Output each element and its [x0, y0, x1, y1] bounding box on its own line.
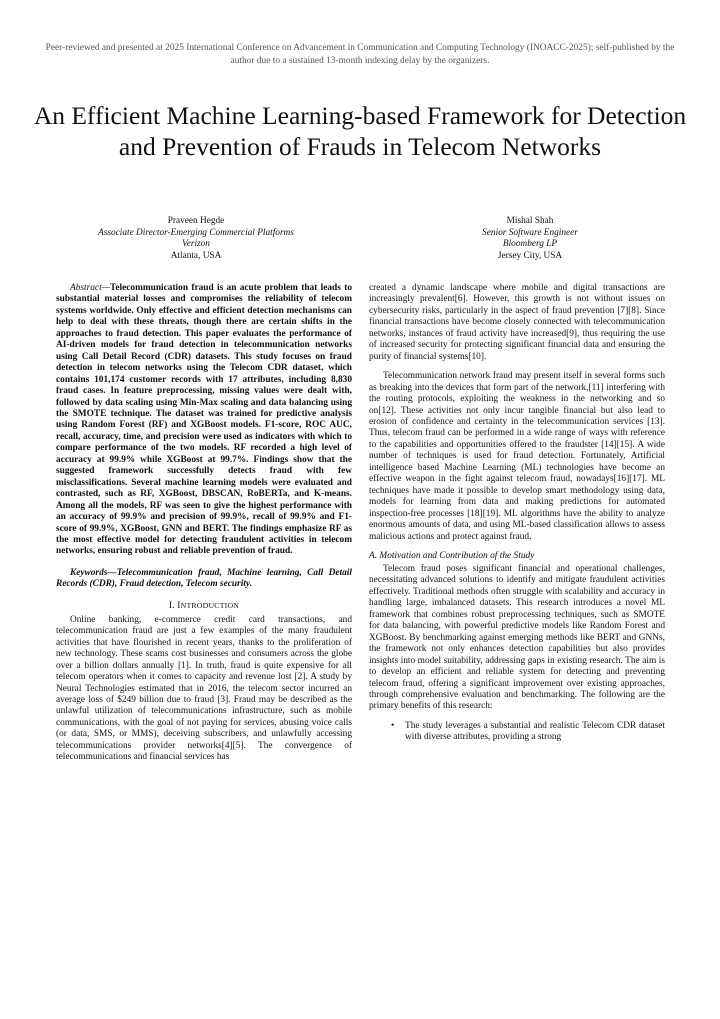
keywords: Keywords—Telecommunication fraud, Machine learning, Call Detail Records (CDR), Fraud detection, Telecom security. — [56, 567, 352, 590]
author-org: Bloomberg LP — [502, 239, 558, 250]
author-name: Praveen Hegde — [167, 216, 225, 226]
author-location: Jersey City, USA — [497, 250, 563, 261]
left-column — [56, 283, 352, 764]
right-column — [369, 283, 665, 744]
abstract-text: Telecommunication fraud is an acute problem that leads to substantial material losses and compromises the reliability of telecom systems worldwide. Only effective and efficient detection mechanisms can help to deal with these threats, though there are certain shifts in the approaches to fraud detection. This paper evaluates the performance of AI-driven models for fraud detection in telecommunication networks using Call Detail Record (CDR) datasets. This study focuses on fraud detection in telecom networks using the Telecom CDR dataset, which contains 101,174 customer records with 17 attributes, including 8,830 fraud cases. In feature preprocessing, missing values were dealt with, followed by data scaling using Min-Max scaling and data balancing using the SMOTE technique. The dataset was trained for predictive analysis using Random Forest (RF) and XGBoost models. F1-score, ROC AUC, recall, accuracy, time, and precision were used as indicators with which to compare performance of the two models. RF recorded a high level of accuracy at 99.9% while XGBoost at 99.7%. Findings show that the suggested framework successfully detects fraud with few misclassifications. Several machine learning models were evaluated and contrasted, such as RF, XGBoost, DBSCAN, RoBERTa, and K-means. Among all the models, RF was seen to give the highest performance with an accuracy of 99.9% and precision of 99.9%, recall of 99.9% and F1-score of 99.9%, XGBoost, GNN and BERT. The findings emphasize RF as the most effective model for detecting fraudulent activities in telecom networks, ensuring robust and reliable prevention of fraud. — [56, 283, 352, 557]
publication-notice: Peer-reviewed and presented at 2025 International Conference on Advancement in Communication and Computing Technology (INOACC-2025); self-published by the author due to a sustained 13-month indexing delay by the organizers. — [45, 43, 675, 66]
author-org: Verizon — [182, 239, 210, 250]
body-paragraph-1: created a dynamic landscape where mobile and digital transactions are increasingly prevalent[6]. However, this growth is not without issues on cybersecurity risks, particularly in the aspect of fraud prevention [7][8]. Since financial transactions have become closely connected with telecommunication networks, instances of fraud activity have increased[9], thus requiring the use of increased security for protecting significant financial data and ensuring the purity of financial systems[10]. — [369, 283, 665, 362]
section-rest: NTRODUCTION — [180, 600, 240, 610]
subsection-heading: A. Motivation and Contribution of the Study — [369, 550, 535, 561]
list-item-text: The study leverages a substantial and realistic Telecom CDR dataset with diverse attributes, providing a strong — [405, 720, 665, 743]
author-location: Atlanta, USA — [170, 250, 222, 261]
author-role: Associate Director-Emerging Commercial Platforms — [98, 227, 294, 238]
abstract-lead: Abstract— — [70, 283, 110, 293]
author-role: Senior Software Engineer — [482, 227, 578, 238]
body-paragraph-2: Telecommunication network fraud may present itself in several forms such as breaking into the devices that form part of the network,[11] interfering with the routing protocols, exploiting the weakness in the networking and so on[12]. These activities not only incur tangible financial but also lead to erosion of confidence and certainty in the telecommunication services [13]. Thus, telecom fraud can be performed in a wide range of ways with reference to the capabilities and opportunities offered to the fraudster [14][15]. A wide number of techniques is used for fraud detection. Fortunately, Artificial intelligence based Machine Learning (ML) technologies have become an effective weapon in the fight against telecom fraud, nowadays[16][17]. ML techniques have made it possible to develop smart methodology using data, models for learning from data and making predictions for automated inspection-free processes [18][19]. ML algorithms have the ability to analyze enormous amounts of data, and using ML-based classification allows to assess malicious actions and protect against fraud. — [369, 371, 665, 542]
author-block-2 — [380, 216, 680, 262]
author-block-1 — [46, 216, 346, 262]
list-item — [391, 721, 665, 744]
contribution-list — [369, 721, 665, 744]
section-initial: I — [177, 600, 181, 611]
author-name: Mishal Shah — [506, 216, 554, 226]
abstract — [56, 283, 352, 558]
section-heading-introduction — [56, 601, 352, 611]
introduction-paragraph: Online banking, e-commerce credit card transactions, and telecommunication fraud are just a few examples of the many fraudulent activities that have flourished in recent years, thanks to the proliferation of new technology. These scams cost businesses and consumers across the globe over a billion dollars annually [1]. In truth, fraud is quite expensive for all telecom operators when it comes to capacity and revenue lost [2]. A study by Neural Technologies estimated that in 2016, the telecom sector incurred an average loss of $249 billion due to fraud [3]. Fraud may be described as the unlawful utilization of telecommunications infrastructure, such as mobile communications, with the goal of not paying for services, abusing voice calls (or data, SMS, or MMS), deceiving subscribers, and unlawfully accessing telecommunications provider networks[4][5]. The convergence of telecommunications and financial services has — [56, 614, 352, 763]
section-numeral: I. — [168, 600, 178, 611]
paper-title: An Efficient Machine Learning-based Framework for Detection and Prevention of Frauds in Telecom Networks — [33, 101, 687, 161]
bullet-icon: • — [391, 720, 395, 731]
body-paragraph-3: Telecom fraud poses significant financial and operational challenges, necessitating advanced solutions to identify and mitigate fraudulent activities effectively. Traditional methods often struggle with scalability and accuracy in handling large, imbalanced datasets. This research introduces a novel ML framework that combines robust preprocessing techniques, such as SMOTE for data balancing, with powerful predictive models like Random Forest and XGBoost. By benchmarking against emerging methods like BERT and GNNs, the framework not only enhances detection capabilities but also provides insights into model suitability, addressing gaps in existing research. The aim is to develop an efficient and reliable system for detecting and preventing telecom fraud, offering a significant improvement over existing approaches, through comprehensive evaluation and benchmarking. The following are the primary benefits of this research: — [369, 563, 665, 712]
